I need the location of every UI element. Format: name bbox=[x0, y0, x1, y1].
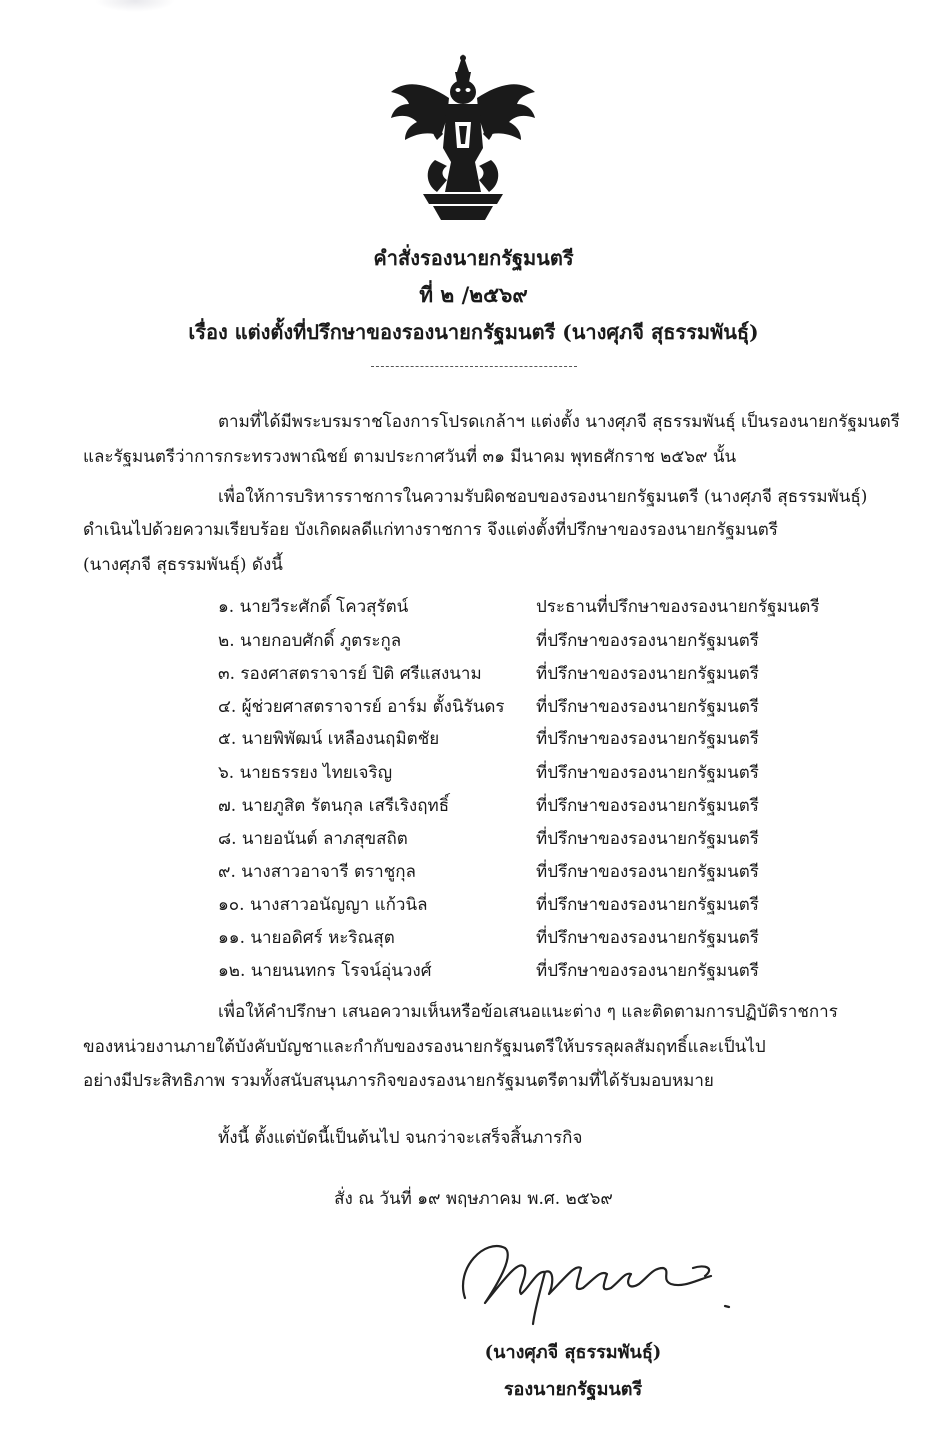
appointee-name: ๙. นางสาวอาจารี ตราชูกุล bbox=[218, 862, 416, 882]
signature bbox=[425, 1228, 745, 1328]
appointee-name: ๔. ผู้ช่วยศาสตราจารย์ อาร์ม ตั้งนิรันดร bbox=[218, 697, 505, 717]
appointee-role: ที่ปรึกษาของรองนายกรัฐมนตรี bbox=[536, 631, 759, 651]
para1-line2: และรัฐมนตรีว่าการกระทรวงพาณิชย์ ตามประกาศวันที่ ๓๑ มีนาคม พุทธศักราช ๒๕๖๙ นั้น bbox=[83, 447, 737, 467]
appointee-name: ๑๒. นายนนทกร โรจน์อุ่นวงศ์ bbox=[218, 961, 432, 981]
appointee-name: ๘. นายอนันต์ ลาภสุขสถิต bbox=[218, 829, 408, 849]
para3-line2: ของหน่วยงานภายใต้บังคับบัญชาและกำกับของรองนายกรัฐมนตรีให้บรรลุผลสัมฤทธิ์และเป็นไป bbox=[83, 1037, 766, 1057]
para4: ทั้งนี้ ตั้งแต่บัดนี้เป็นต้นไป จนกว่าจะเสร็จสิ้นภารกิจ bbox=[218, 1128, 583, 1148]
order-subject: เรื่อง แต่งตั้งที่ปรึกษาของรองนายกรัฐมนตรี (นางศุภจี สุธรรมพันธุ์) bbox=[188, 320, 759, 344]
signatory-name: (นางศุภจี สุธรรมพันธุ์) bbox=[484, 1342, 662, 1363]
appointee-role: ที่ปรึกษาของรองนายกรัฐมนตรี bbox=[536, 895, 759, 915]
para3-line3: อย่างมีประสิทธิภาพ รวมทั้งสนับสนุนภารกิจของรองนายกรัฐมนตรีตามที่ได้รับมอบหมาย bbox=[83, 1071, 714, 1091]
appointee-role: ที่ปรึกษาของรองนายกรัฐมนตรี bbox=[536, 862, 759, 882]
appointee-name: ๕. นายพิพัฒน์ เหลืองนฤมิตชัย bbox=[218, 729, 440, 749]
appointee-name: ๖. นายธรรยง ไทยเจริญ bbox=[218, 763, 393, 783]
appointee-name: ๒. นายกอบศักดิ์ ภูตระกูล bbox=[218, 631, 402, 651]
signatory-title: รองนายกรัฐมนตรี bbox=[503, 1379, 643, 1400]
appointee-name: ๗. นายภูสิต รัตนกุล เสรีเริงฤทธิ์ bbox=[218, 796, 450, 816]
appointee-name: ๑๑. นายอดิศร์ หะริณสุต bbox=[218, 928, 395, 948]
appointee-name: ๑. นายวีระศักดิ์ โควสุรัตน์ bbox=[218, 597, 409, 617]
date-line: สั่ง ณ วันที่ ๑๙ พฤษภาคม พ.ศ. ๒๕๖๙ bbox=[334, 1189, 613, 1209]
para3-line1: เพื่อให้คำปรึกษา เสนอความเห็นหรือข้อเสนอแนะต่าง ๆ และติดตามการปฏิบัติราชการ bbox=[218, 1002, 838, 1022]
para1-line1: ตามที่ได้มีพระบรมราชโองการโปรดเกล้าฯ แต่งตั้ง นางศุภจี สุธรรมพันธุ์ เป็นรองนายกรัฐมนตรี bbox=[218, 412, 900, 432]
order-title: คำสั่งรองนายกรัฐมนตรี bbox=[373, 246, 574, 270]
appointee-role: ที่ปรึกษาของรองนายกรัฐมนตรี bbox=[536, 829, 759, 849]
corner-shadow bbox=[95, 0, 175, 12]
appointee-role: ที่ปรึกษาของรองนายกรัฐมนตรี bbox=[536, 796, 759, 816]
appointee-role: ที่ปรึกษาของรองนายกรัฐมนตรี bbox=[536, 763, 759, 783]
appointee-role: ที่ปรึกษาของรองนายกรัฐมนตรี bbox=[536, 729, 759, 749]
garuda-emblem-icon bbox=[385, 52, 541, 222]
appointee-role: ที่ปรึกษาของรองนายกรัฐมนตรี bbox=[536, 961, 759, 981]
appointee-name: ๓. รองศาสตราจารย์ ปิติ ศรีแสงนาม bbox=[218, 664, 482, 684]
para2-line3: (นางศุภจี สุธรรมพันธุ์) ดังนี้ bbox=[83, 555, 283, 575]
para2-line1: เพื่อให้การบริหารราชการในความรับผิดชอบของรองนายกรัฐมนตรี (นางศุภจี สุธรรมพันธุ์) bbox=[218, 487, 868, 507]
appointee-role: ที่ปรึกษาของรองนายกรัฐมนตรี bbox=[536, 664, 759, 684]
order-number: ที่ ๒ /๒๕๖๙ bbox=[419, 282, 528, 307]
appointee-role: ประธานที่ปรึกษาของรองนายกรัฐมนตรี bbox=[536, 597, 820, 617]
divider bbox=[371, 366, 577, 367]
para2-line2: ดำเนินไปด้วยความเรียบร้อย บังเกิดผลดีแก่ทางราชการ จึงแต่งตั้งที่ปรึกษาของรองนายกรัฐมนตรี bbox=[83, 520, 778, 540]
appointee-role: ที่ปรึกษาของรองนายกรัฐมนตรี bbox=[536, 697, 759, 717]
appointee-name: ๑๐. นางสาวอนัญญา แก้วนิล bbox=[218, 895, 428, 915]
appointee-role: ที่ปรึกษาของรองนายกรัฐมนตรี bbox=[536, 928, 759, 948]
